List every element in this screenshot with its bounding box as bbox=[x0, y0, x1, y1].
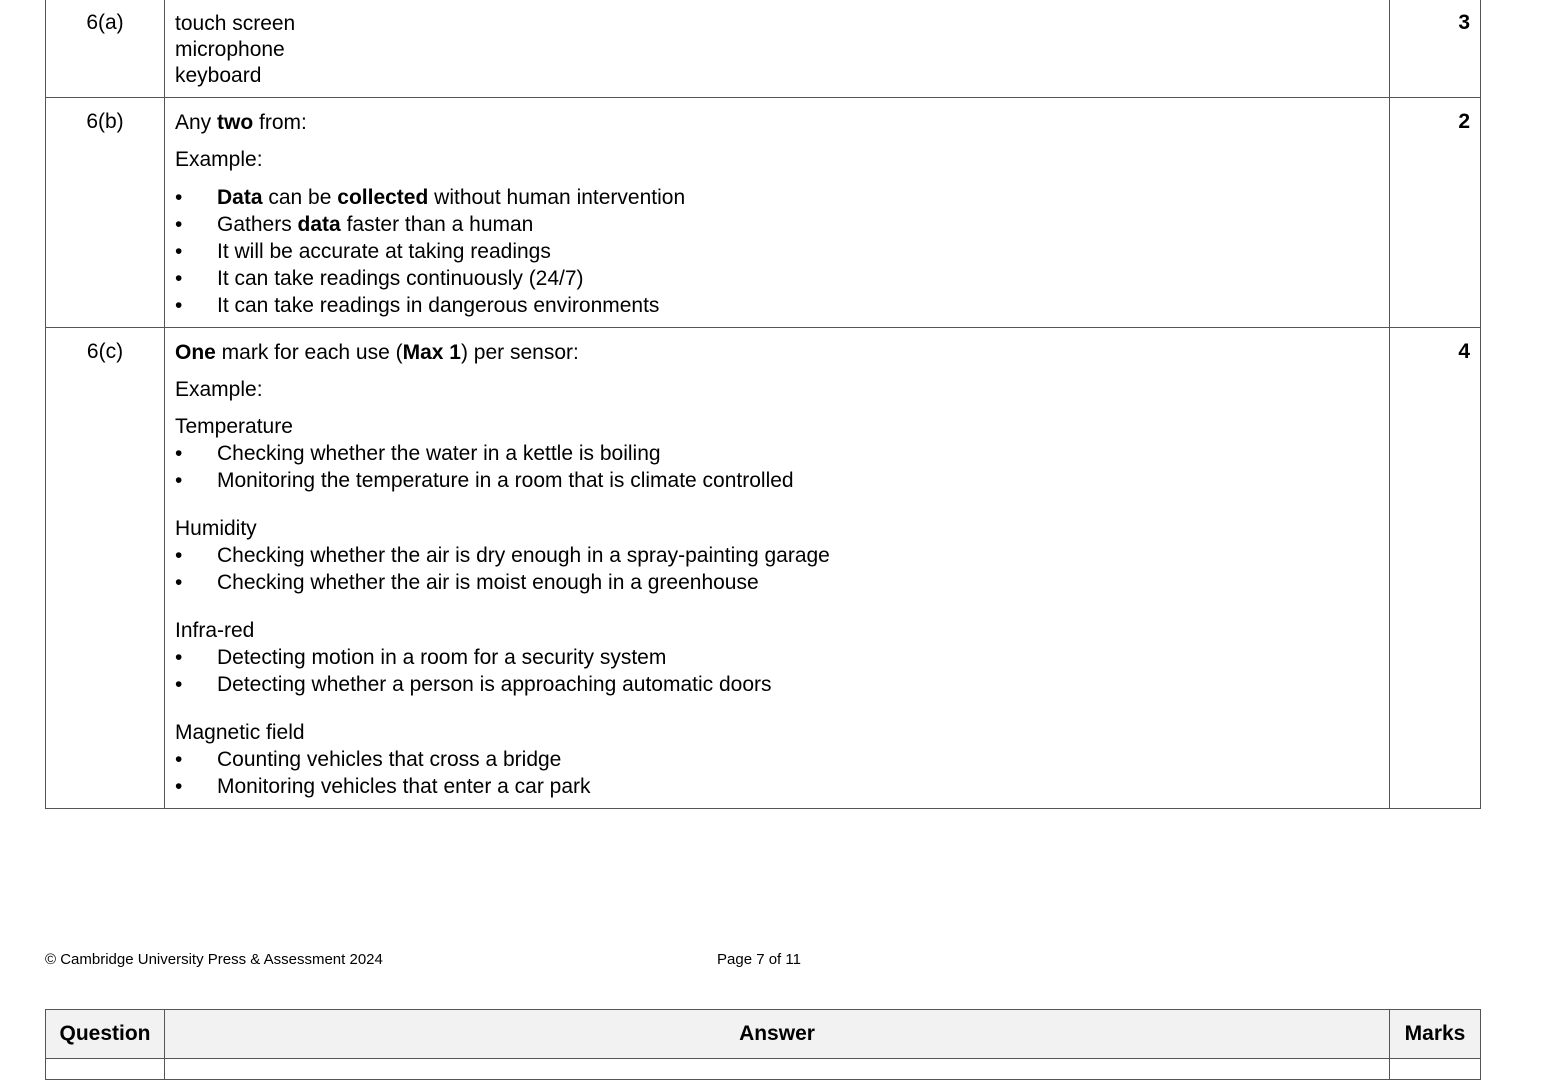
next-page-table-header bbox=[45, 1009, 1481, 1080]
column-header-answer: Answer bbox=[165, 1010, 1390, 1059]
marks-value: 4 bbox=[1390, 328, 1481, 809]
page-number: Page 7 of 11 bbox=[717, 951, 801, 968]
marks-value: 3 bbox=[1390, 0, 1481, 98]
empty-cell bbox=[165, 1059, 1390, 1080]
sensor-uses-list bbox=[175, 542, 1379, 596]
column-header-marks: Marks bbox=[1390, 1010, 1481, 1059]
example-label: Example: bbox=[175, 148, 263, 171]
list-item: • Data can be collected without human intervention bbox=[175, 184, 1379, 211]
list-item: • Checking whether the air is moist enough in a greenhouse bbox=[175, 569, 1379, 596]
list-item: • It can take readings in dangerous environments bbox=[175, 292, 1379, 319]
empty-cell bbox=[46, 1059, 165, 1080]
answer-cell bbox=[165, 328, 1390, 809]
marks-value: 2 bbox=[1390, 98, 1481, 328]
answer-cell bbox=[165, 98, 1390, 328]
list-item: • It can take readings continuously (24/7) bbox=[175, 265, 1379, 292]
sensor-heading: Magnetic field bbox=[175, 721, 305, 744]
header-row bbox=[46, 1010, 1481, 1059]
list-item: • It will be accurate at taking readings bbox=[175, 238, 1379, 265]
list-item: • Checking whether the air is dry enough in a spray-painting garage bbox=[175, 542, 1379, 569]
sensor-uses-list bbox=[175, 644, 1379, 698]
list-item: • Detecting whether a person is approaching automatic doors bbox=[175, 671, 1379, 698]
answer-lines bbox=[175, 11, 1379, 89]
table-row bbox=[46, 1059, 1481, 1080]
column-header-question: Question bbox=[46, 1010, 165, 1059]
sensor-heading: Temperature bbox=[175, 415, 293, 438]
answer-intro: Any two from: bbox=[175, 111, 307, 134]
list-item: • Monitoring the temperature in a room that is climate controlled bbox=[175, 467, 1379, 494]
empty-cell bbox=[1390, 1059, 1481, 1080]
answer-intro: One mark for each use (Max 1) per sensor: bbox=[175, 341, 579, 364]
table-row bbox=[46, 328, 1481, 809]
example-label: Example: bbox=[175, 378, 263, 401]
answer-bullet-list bbox=[175, 184, 1379, 319]
table-row bbox=[46, 98, 1481, 328]
answer-line: keyboard bbox=[175, 64, 262, 87]
answer-line: microphone bbox=[175, 38, 285, 61]
list-item: • Gathers data faster than a human bbox=[175, 211, 1379, 238]
answer-line: touch screen bbox=[175, 12, 296, 35]
sensor-heading: Infra-red bbox=[175, 619, 255, 642]
question-number: 6(b) bbox=[46, 98, 165, 328]
sensor-uses-list bbox=[175, 440, 1379, 494]
mark-scheme-table bbox=[45, 0, 1481, 809]
list-item: • Checking whether the water in a kettle is boiling bbox=[175, 440, 1379, 467]
table-row bbox=[46, 0, 1481, 98]
answer-cell bbox=[165, 0, 1390, 98]
sensor-uses-list bbox=[175, 746, 1379, 800]
question-number: 6(c) bbox=[46, 328, 165, 809]
copyright-notice: © Cambridge University Press & Assessment 2024 bbox=[45, 951, 383, 968]
list-item: • Monitoring vehicles that enter a car park bbox=[175, 773, 1379, 800]
list-item: • Detecting motion in a room for a security system bbox=[175, 644, 1379, 671]
list-item: • Counting vehicles that cross a bridge bbox=[175, 746, 1379, 773]
question-number: 6(a) bbox=[46, 0, 165, 98]
sensor-heading: Humidity bbox=[175, 517, 257, 540]
